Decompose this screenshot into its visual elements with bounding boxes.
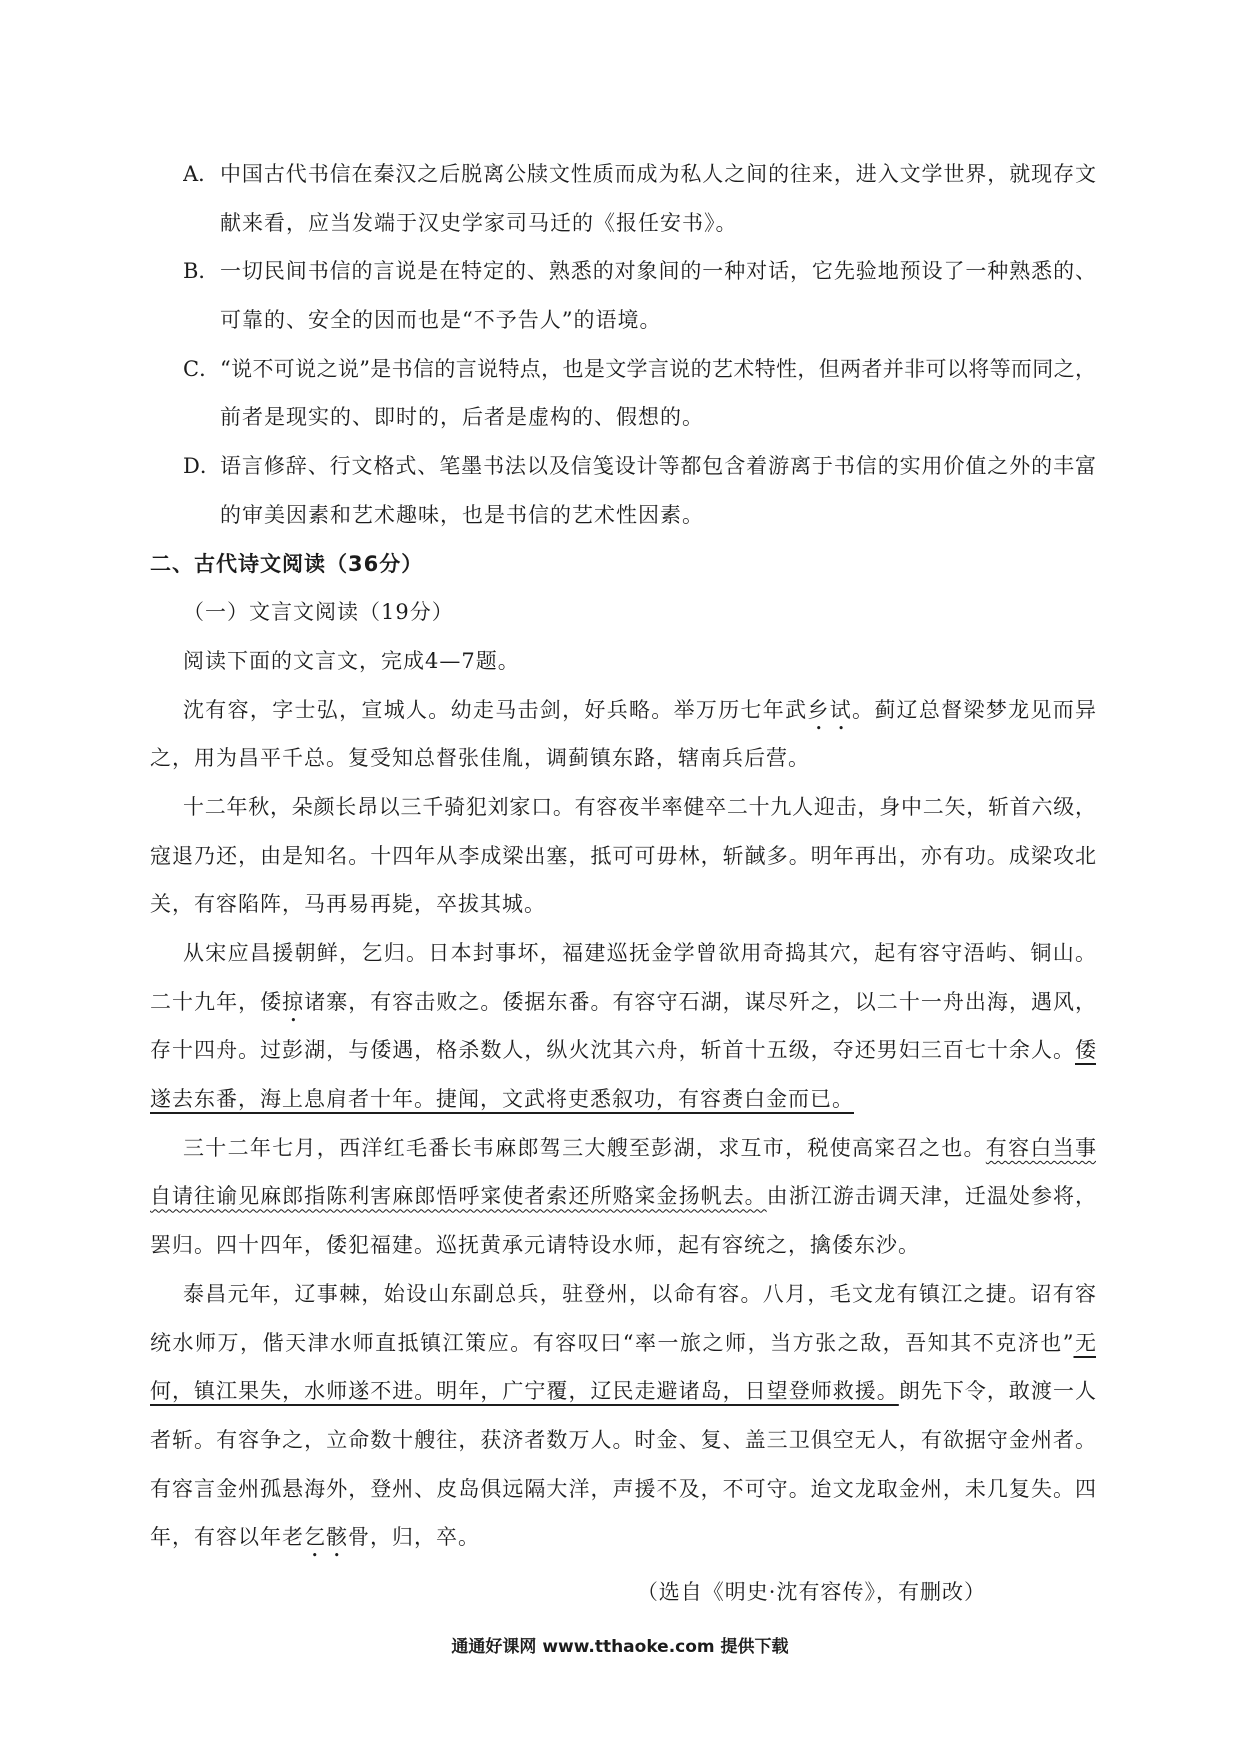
passage-line [150, 1367, 1096, 1416]
passage-text: 年，有容以年老 [150, 1525, 304, 1550]
option-first-line [183, 345, 1096, 394]
passage-paragraph [150, 1270, 1096, 1562]
dotted-word: 掠 [282, 989, 305, 1014]
passage-text: 泰昌元年，辽事棘，始设山东副总兵，驻登州，以命有容。八月，毛文龙有镇江之捷。诏有容 [183, 1281, 1096, 1306]
passage-line [150, 1513, 1096, 1562]
passage-line [150, 1221, 1096, 1270]
wavy-underlined-sentence: 有容白当事 [985, 1135, 1096, 1160]
passage-line [150, 1075, 1096, 1124]
dotted-word: 乡试 [807, 697, 853, 722]
passage-paragraph [150, 686, 1096, 783]
passage-text: 由浙江游击调天津，迁温处参将， [766, 1184, 1096, 1209]
passage-source: （选自《明史·沈有容传》，有删改） [636, 1579, 986, 1604]
option-c [183, 345, 1096, 442]
underlined-sentence: 遂去东番，海上息肩者十年。捷闻，文武将吏悉叙功，有容赉白金而已。 [150, 1087, 854, 1112]
passage-line [150, 929, 1096, 978]
passage-line [150, 1465, 1096, 1514]
subsection-heading: （一）文言文阅读（19分） [183, 600, 454, 625]
option-text: 前者是现实的、即时的，后者是虚构的、假想的。 [220, 405, 704, 430]
passage-text: 。蓟辽总督梁梦龙见而异 [852, 697, 1096, 722]
option-text: 的审美因素和艺术趣味，也是书信的艺术性因素。 [220, 502, 704, 527]
passage-text: 者斩。有容争之，立命数十艘往，获济者数万人。时金、复、盖三卫俱空无人，有欲据守金州者。 [150, 1427, 1096, 1452]
passage-text: 诸寨，有容击败之。倭据东番。有容守石湖，谋尽歼之，以二十一舟出海，遇风， [304, 989, 1096, 1014]
page-content [150, 150, 1096, 1617]
passage-text: 关，有容陷阵，马再易再毙，卒拔其城。 [150, 892, 546, 917]
passage-paragraph [150, 1124, 1096, 1270]
passage-line [150, 1026, 1096, 1075]
option-label: C． [183, 356, 221, 381]
passage-line [150, 783, 1096, 832]
passage-text: 三十二年七月，西洋红毛番长韦麻郎驾三大艘至彭湖，求互市，税使高寀召之也。 [183, 1135, 986, 1160]
option-b [183, 247, 1096, 344]
option-label: D． [183, 454, 221, 479]
option-first-line [183, 150, 1096, 199]
underlined-sentence: 无 [1073, 1330, 1096, 1355]
underlined-sentence: 何，镇江果失，水师遂不进。明年，广宁覆，辽民走避诸岛，日望登师救援。 [150, 1379, 899, 1404]
passage-text: 朗先下令，敢渡一人 [898, 1379, 1096, 1404]
page-footer: 通通好课网 www.tthaoke.com 提供下载 [451, 1637, 789, 1657]
option-text: 可靠的、安全的因而也是“不予告人”的语境。 [220, 308, 662, 333]
passage-text: 骨，归，卒。 [348, 1525, 480, 1550]
passage-text: 寇退乃还，由是知名。十四年从李成梁出塞，抵可可毋林，斩馘多。明年再出，亦有功。成梁攻北 [150, 843, 1096, 868]
passage-line [150, 1319, 1096, 1368]
passage-line [150, 978, 1096, 1027]
passage-paragraph [150, 783, 1096, 929]
passage-text: 统水师万，偕天津水师直抵镇江策应。有容叹曰“率一旅之师，当方张之敌，吾知其不克济也” [150, 1330, 1074, 1355]
passage-text: 之，用为昌平千总。复受知总督张佳胤，调蓟镇东路，辖南兵后营。 [150, 746, 810, 771]
option-first-line [183, 247, 1096, 296]
option-first-line [183, 442, 1096, 491]
passage-text: 有容言金州孤悬海外，登州、皮岛俱远隔大洋，声援不及，不可守。迨文龙取金州，未几复失。四 [150, 1476, 1096, 1501]
passage-line [150, 1416, 1096, 1465]
option-d [183, 442, 1096, 539]
passage-line [150, 1124, 1096, 1173]
passage-line [150, 734, 1096, 783]
option-text: 献来看，应当发端于汉史学家司马迁的《报任安书》。 [220, 210, 738, 235]
option-text: 中国古代书信在秦汉之后脱离公牍文性质而成为私人之间的往来，进入文学世界，就现存文 [220, 162, 1096, 186]
option-label: B． [183, 259, 220, 284]
underlined-sentence: 倭 [1075, 1038, 1096, 1063]
passage-line [150, 1172, 1096, 1221]
passage-line [150, 880, 1096, 929]
passage-text: 从宋应昌援朝鲜，乞归。日本封事坏，福建巡抚金学曾欲用奇捣其穴，起有容守浯屿、铜山。 [183, 941, 1096, 965]
option-label: A． [183, 162, 220, 186]
option-text: “说不可说之说”是书信的言说特点，也是文学言说的艺术特性，但两者并非可以将等而同之， [220, 356, 1096, 381]
passage-text: 罢归。四十四年，倭犯福建。巡抚黄承元请特设水师，起有容统之，擒倭东沙。 [150, 1233, 920, 1258]
answer-options [183, 150, 1096, 540]
classical-chinese-passage [150, 686, 1096, 1562]
passage-line [150, 686, 1096, 735]
option-text: 语言修辞、行文格式、笔墨书法以及信笺设计等都包含着游离于书信的实用价值之外的丰富 [220, 454, 1096, 479]
passage-paragraph [150, 929, 1096, 1124]
option-a [183, 150, 1096, 247]
passage-text: 沈有容，字士弘，宣城人。幼走马击剑，好兵略。举万历七年武 [183, 697, 808, 722]
passage-line [150, 1270, 1096, 1319]
passage-line [150, 832, 1096, 881]
passage-text: 二十九年，倭 [150, 989, 283, 1014]
section-heading: 二、古代诗文阅读（36分） [150, 551, 424, 576]
option-text: 一切民间书信的言说是在特定的、熟悉的对象间的一种对话，它先验地预设了一种熟悉的、 [220, 259, 1096, 284]
passage-text: 存十四舟。过彭湖，与倭遇，格杀数人，纵火沈其六舟，斩首十五级，夺还男妇三百七十余人。 [150, 1038, 1075, 1063]
reading-instruction: 阅读下面的文言文，完成4—7题。 [183, 648, 520, 673]
passage-text: 十二年秋，朵颜长昂以三千骑犯刘家口。有容夜半率健卒二十九人迎击，身中二矢，斩首六级， [183, 794, 1096, 819]
dotted-word: 乞骸 [304, 1525, 348, 1550]
wavy-underlined-sentence: 自请往谕见麻郎指陈利害麻郎悟呼寀使者索还所赂寀金扬帆去。 [150, 1184, 767, 1209]
